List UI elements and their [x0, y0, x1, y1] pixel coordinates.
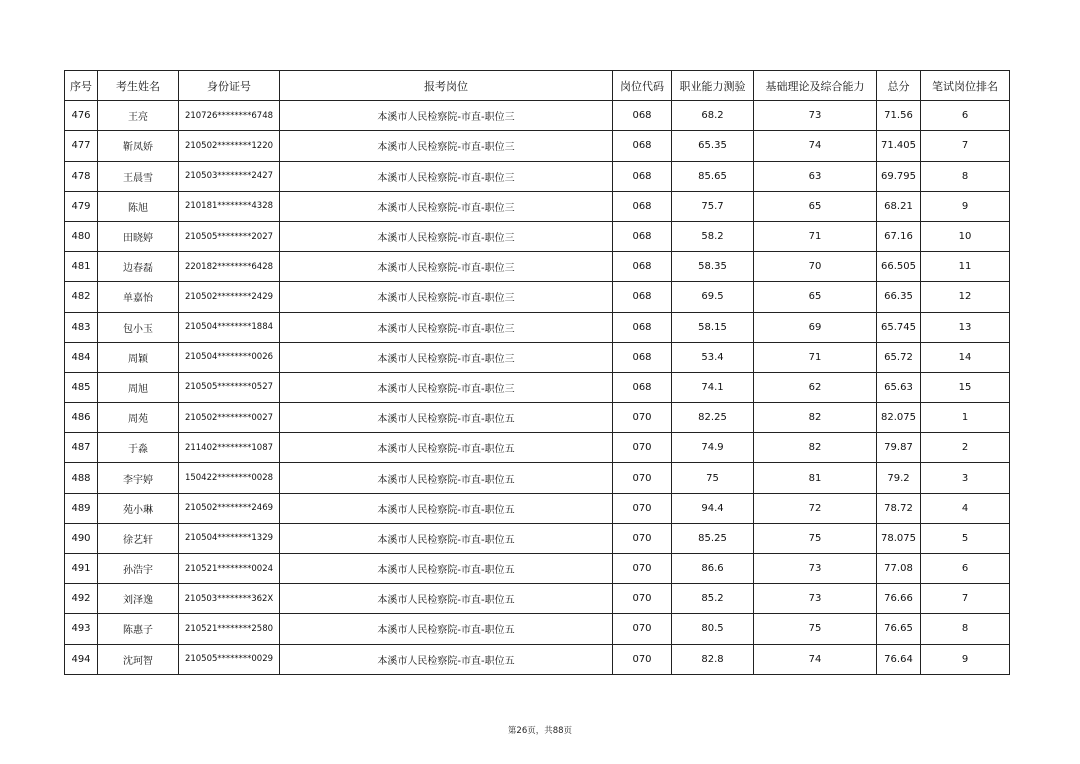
cell-total-score: 76.64: [877, 644, 921, 674]
cell-total-score: 79.2: [877, 463, 921, 493]
cell-id-number: 210503********362X: [179, 584, 280, 614]
cell-position-code: 070: [613, 584, 672, 614]
cell-seq: 479: [65, 191, 98, 221]
cell-rank: 4: [921, 493, 1010, 523]
cell-position: 本溪市人民检察院-市直-职位三: [280, 191, 613, 221]
cell-total-score: 71.56: [877, 101, 921, 131]
header-rank: 笔试岗位排名: [921, 71, 1010, 101]
table-row: [65, 282, 1010, 312]
cell-position: 本溪市人民检察院-市直-职位五: [280, 463, 613, 493]
table-row: [65, 614, 1010, 644]
cell-position: 本溪市人民检察院-市直-职位三: [280, 161, 613, 191]
cell-aptitude-score: 82.8: [672, 644, 754, 674]
cell-seq: 487: [65, 433, 98, 463]
cell-seq: 493: [65, 614, 98, 644]
cell-seq: 478: [65, 161, 98, 191]
cell-aptitude-score: 74.1: [672, 372, 754, 402]
cell-total-score: 68.21: [877, 191, 921, 221]
cell-name: 沈珂智: [98, 644, 179, 674]
header-row: [65, 71, 1010, 101]
cell-rank: 11: [921, 252, 1010, 282]
cell-position-code: 068: [613, 372, 672, 402]
cell-theory-score: 74: [754, 644, 877, 674]
cell-seq: 480: [65, 221, 98, 251]
cell-theory-score: 81: [754, 463, 877, 493]
cell-name: 李宇婷: [98, 463, 179, 493]
cell-aptitude-score: 86.6: [672, 554, 754, 584]
cell-id-number: 210505********0029: [179, 644, 280, 674]
cell-name: 孙浩宇: [98, 554, 179, 584]
cell-total-score: 82.075: [877, 403, 921, 433]
cell-position: 本溪市人民检察院-市直-职位三: [280, 221, 613, 251]
page-footer: 第26页，共88页: [507, 726, 573, 736]
cell-rank: 8: [921, 161, 1010, 191]
cell-name: 王晨雪: [98, 161, 179, 191]
header-position-code: 岗位代码: [613, 71, 672, 101]
cell-theory-score: 75: [754, 614, 877, 644]
cell-id-number: 210521********2580: [179, 614, 280, 644]
cell-theory-score: 71: [754, 342, 877, 372]
cell-position: 本溪市人民检察院-市直-职位五: [280, 644, 613, 674]
cell-name: 单嘉怡: [98, 282, 179, 312]
cell-name: 田晓婷: [98, 221, 179, 251]
table-row: [65, 312, 1010, 342]
cell-theory-score: 70: [754, 252, 877, 282]
cell-rank: 9: [921, 191, 1010, 221]
cell-id-number: 210503********2427: [179, 161, 280, 191]
cell-total-score: 66.505: [877, 252, 921, 282]
cell-theory-score: 73: [754, 554, 877, 584]
cell-name: 王亮: [98, 101, 179, 131]
cell-id-number: 210504********1884: [179, 312, 280, 342]
cell-id-number: 210504********1329: [179, 523, 280, 553]
cell-name: 边春磊: [98, 252, 179, 282]
cell-aptitude-score: 85.65: [672, 161, 754, 191]
cell-position-code: 070: [613, 523, 672, 553]
cell-aptitude-score: 65.35: [672, 131, 754, 161]
cell-name: 刘泽逸: [98, 584, 179, 614]
cell-aptitude-score: 75: [672, 463, 754, 493]
cell-theory-score: 63: [754, 161, 877, 191]
cell-seq: 490: [65, 523, 98, 553]
cell-rank: 8: [921, 614, 1010, 644]
cell-position: 本溪市人民检察院-市直-职位三: [280, 342, 613, 372]
table-row: [65, 523, 1010, 553]
cell-aptitude-score: 58.2: [672, 221, 754, 251]
cell-rank: 3: [921, 463, 1010, 493]
cell-position-code: 068: [613, 312, 672, 342]
cell-rank: 14: [921, 342, 1010, 372]
cell-rank: 12: [921, 282, 1010, 312]
cell-seq: 486: [65, 403, 98, 433]
table-row: [65, 493, 1010, 523]
cell-id-number: 210502********1220: [179, 131, 280, 161]
cell-name: 徐艺轩: [98, 523, 179, 553]
header-total-score: 总分: [877, 71, 921, 101]
cell-id-number: 210181********4328: [179, 191, 280, 221]
header-position: 报考岗位: [280, 71, 613, 101]
cell-aptitude-score: 53.4: [672, 342, 754, 372]
cell-position-code: 070: [613, 493, 672, 523]
cell-id-number: 210502********2469: [179, 493, 280, 523]
cell-aptitude-score: 94.4: [672, 493, 754, 523]
header-name: 考生姓名: [98, 71, 179, 101]
cell-aptitude-score: 74.9: [672, 433, 754, 463]
cell-id-number: 210502********2429: [179, 282, 280, 312]
cell-position-code: 070: [613, 644, 672, 674]
cell-seq: 488: [65, 463, 98, 493]
cell-name: 陈惠子: [98, 614, 179, 644]
table-row: [65, 161, 1010, 191]
cell-total-score: 77.08: [877, 554, 921, 584]
cell-aptitude-score: 69.5: [672, 282, 754, 312]
cell-aptitude-score: 85.25: [672, 523, 754, 553]
score-table: [64, 70, 1010, 675]
header-id-number: 身份证号: [179, 71, 280, 101]
cell-seq: 483: [65, 312, 98, 342]
cell-position: 本溪市人民检察院-市直-职位三: [280, 131, 613, 161]
cell-total-score: 67.16: [877, 221, 921, 251]
cell-position: 本溪市人民检察院-市直-职位五: [280, 403, 613, 433]
cell-rank: 10: [921, 221, 1010, 251]
cell-rank: 1: [921, 403, 1010, 433]
cell-seq: 489: [65, 493, 98, 523]
cell-name: 靳凤娇: [98, 131, 179, 161]
cell-id-number: 210521********0024: [179, 554, 280, 584]
cell-aptitude-score: 82.25: [672, 403, 754, 433]
cell-position-code: 068: [613, 282, 672, 312]
cell-position: 本溪市人民检察院-市直-职位三: [280, 101, 613, 131]
cell-position: 本溪市人民检察院-市直-职位五: [280, 584, 613, 614]
header-aptitude-score: 职业能力测验: [672, 71, 754, 101]
cell-position-code: 070: [613, 403, 672, 433]
cell-position-code: 070: [613, 433, 672, 463]
cell-position-code: 068: [613, 161, 672, 191]
cell-theory-score: 75: [754, 523, 877, 553]
cell-rank: 7: [921, 584, 1010, 614]
cell-seq: 494: [65, 644, 98, 674]
cell-aptitude-score: 68.2: [672, 101, 754, 131]
cell-total-score: 65.72: [877, 342, 921, 372]
cell-rank: 7: [921, 131, 1010, 161]
table-row: [65, 131, 1010, 161]
cell-position: 本溪市人民检察院-市直-职位五: [280, 523, 613, 553]
cell-name: 周旭: [98, 372, 179, 402]
cell-position-code: 068: [613, 342, 672, 372]
cell-theory-score: 69: [754, 312, 877, 342]
cell-position-code: 068: [613, 101, 672, 131]
cell-position: 本溪市人民检察院-市直-职位三: [280, 282, 613, 312]
cell-aptitude-score: 85.2: [672, 584, 754, 614]
cell-position: 本溪市人民检察院-市直-职位三: [280, 312, 613, 342]
cell-total-score: 71.405: [877, 131, 921, 161]
cell-theory-score: 62: [754, 372, 877, 402]
cell-total-score: 76.65: [877, 614, 921, 644]
table-row: [65, 554, 1010, 584]
cell-seq: 492: [65, 584, 98, 614]
cell-seq: 477: [65, 131, 98, 161]
cell-theory-score: 65: [754, 191, 877, 221]
header-theory-score: 基础理论及综合能力: [754, 71, 877, 101]
cell-seq: 481: [65, 252, 98, 282]
cell-position-code: 070: [613, 614, 672, 644]
table-row: [65, 252, 1010, 282]
cell-theory-score: 73: [754, 584, 877, 614]
cell-theory-score: 72: [754, 493, 877, 523]
cell-position-code: 068: [613, 252, 672, 282]
cell-name: 周苑: [98, 403, 179, 433]
cell-theory-score: 65: [754, 282, 877, 312]
cell-theory-score: 82: [754, 433, 877, 463]
table-row: [65, 403, 1010, 433]
cell-id-number: 210726********6748: [179, 101, 280, 131]
cell-theory-score: 74: [754, 131, 877, 161]
table-row: [65, 644, 1010, 674]
cell-position: 本溪市人民检察院-市直-职位五: [280, 433, 613, 463]
cell-aptitude-score: 75.7: [672, 191, 754, 221]
cell-id-number: 211402********1087: [179, 433, 280, 463]
cell-name: 陈旭: [98, 191, 179, 221]
header-seq: 序号: [65, 71, 98, 101]
cell-name: 苑小琳: [98, 493, 179, 523]
cell-position-code: 070: [613, 554, 672, 584]
cell-name: 包小玉: [98, 312, 179, 342]
cell-total-score: 65.63: [877, 372, 921, 402]
cell-theory-score: 73: [754, 101, 877, 131]
cell-position-code: 070: [613, 463, 672, 493]
cell-theory-score: 82: [754, 403, 877, 433]
cell-position: 本溪市人民检察院-市直-职位五: [280, 554, 613, 584]
cell-position: 本溪市人民检察院-市直-职位三: [280, 252, 613, 282]
cell-position: 本溪市人民检察院-市直-职位五: [280, 493, 613, 523]
cell-rank: 6: [921, 101, 1010, 131]
cell-rank: 5: [921, 523, 1010, 553]
cell-total-score: 76.66: [877, 584, 921, 614]
cell-total-score: 78.075: [877, 523, 921, 553]
cell-position-code: 068: [613, 221, 672, 251]
cell-id-number: 210505********0527: [179, 372, 280, 402]
cell-rank: 15: [921, 372, 1010, 402]
cell-total-score: 69.795: [877, 161, 921, 191]
table-row: [65, 221, 1010, 251]
cell-total-score: 65.745: [877, 312, 921, 342]
table-row: [65, 372, 1010, 402]
cell-name: 于淼: [98, 433, 179, 463]
table-row: [65, 191, 1010, 221]
cell-id-number: 210504********0026: [179, 342, 280, 372]
cell-total-score: 79.87: [877, 433, 921, 463]
cell-id-number: 220182********6428: [179, 252, 280, 282]
cell-name: 周颖: [98, 342, 179, 372]
cell-seq: 484: [65, 342, 98, 372]
cell-total-score: 78.72: [877, 493, 921, 523]
cell-id-number: 210502********0027: [179, 403, 280, 433]
table-row: [65, 101, 1010, 131]
cell-position-code: 068: [613, 131, 672, 161]
table-body: [65, 101, 1010, 675]
cell-theory-score: 71: [754, 221, 877, 251]
cell-seq: 476: [65, 101, 98, 131]
cell-rank: 13: [921, 312, 1010, 342]
cell-position: 本溪市人民检察院-市直-职位五: [280, 614, 613, 644]
cell-position-code: 068: [613, 191, 672, 221]
table-row: [65, 433, 1010, 463]
cell-seq: 482: [65, 282, 98, 312]
cell-aptitude-score: 58.15: [672, 312, 754, 342]
cell-id-number: 210505********2027: [179, 221, 280, 251]
cell-seq: 485: [65, 372, 98, 402]
cell-id-number: 150422********0028: [179, 463, 280, 493]
table-row: [65, 584, 1010, 614]
cell-seq: 491: [65, 554, 98, 584]
cell-aptitude-score: 80.5: [672, 614, 754, 644]
table-row: [65, 342, 1010, 372]
cell-rank: 6: [921, 554, 1010, 584]
table-row: [65, 463, 1010, 493]
cell-position: 本溪市人民检察院-市直-职位三: [280, 372, 613, 402]
cell-rank: 9: [921, 644, 1010, 674]
cell-aptitude-score: 58.35: [672, 252, 754, 282]
cell-rank: 2: [921, 433, 1010, 463]
cell-total-score: 66.35: [877, 282, 921, 312]
